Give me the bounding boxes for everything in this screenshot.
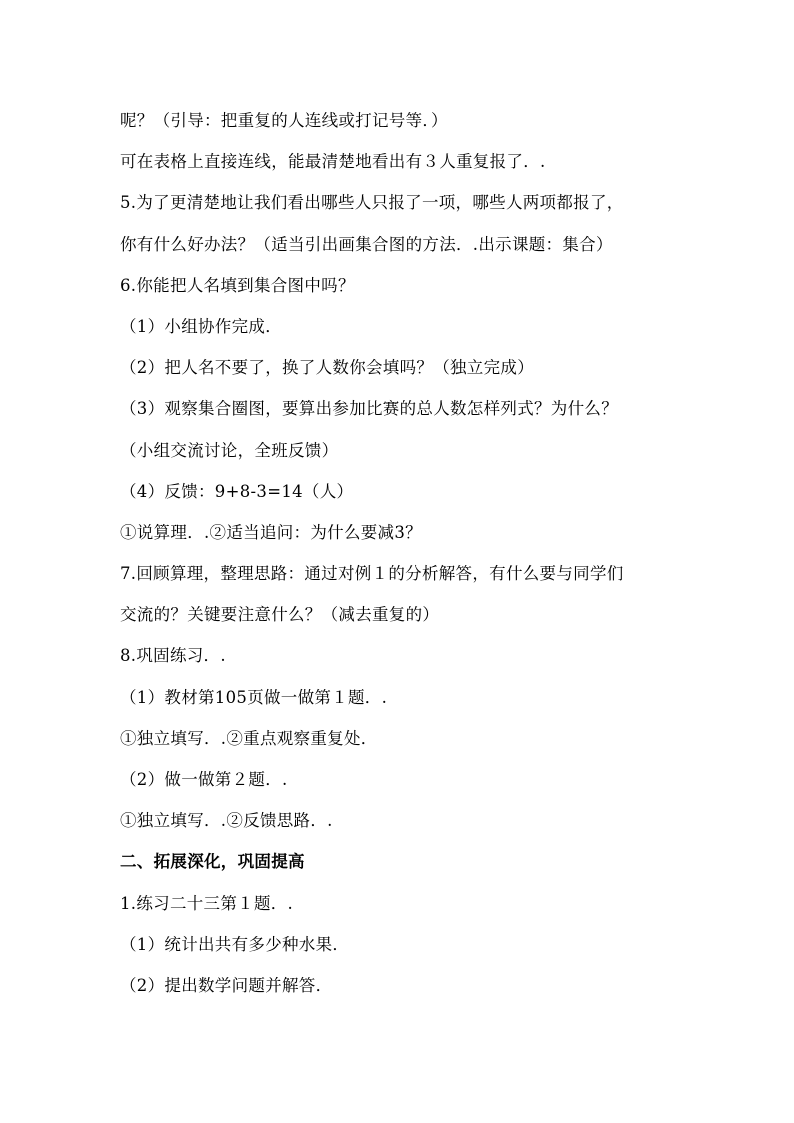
- text-line: 呢？（引导：把重复的人连线或打记号等．）: [120, 111, 448, 130]
- text-line: （3）观察集合圈图，要算出参加比赛的总人数怎样列式？为什么？: [120, 399, 618, 419]
- text-line: ①说算理．.②适当追问：为什么要减3？: [120, 522, 422, 542]
- text-line: 可在表格上直接连线，能最清楚地看出有３人重复报了．.: [120, 152, 546, 172]
- text-line: （2）提出数学问题并解答．: [120, 975, 333, 995]
- text-line: 8.巩固练习．.: [120, 646, 226, 666]
- text-line: （4）反馈：9+8-3=14（人）: [120, 481, 354, 501]
- text-line: ①独立填写．.②重点观察重复处．: [120, 728, 378, 748]
- text-line: ①独立填写．.②反馈思路．.: [120, 811, 333, 831]
- text-line: 1.练习二十三第１题．.: [120, 893, 294, 913]
- text-line: （1）教材第105页做一做第１题．.: [120, 687, 388, 707]
- text-line: （2）做一做第２题．.: [120, 770, 288, 789]
- text-line: （1）小组协作完成．: [120, 316, 282, 336]
- text-line: 6.你能把人名填到集合图中吗？: [120, 275, 355, 295]
- text-line: （2）把人名不要了，换了人数你会填吗？（独立完成）: [120, 358, 534, 378]
- text-line: 5.为了更清楚地让我们看出哪些人只报了一项，哪些人两项都报了，: [120, 193, 624, 213]
- text-line: （小组交流讨论，全班反馈）: [120, 440, 339, 460]
- text-line: 7.回顾算理，整理思路：通过对例１的分析解答，有什么要与同学们: [120, 564, 624, 584]
- text-line: （1）统计出共有多少种水果．: [120, 934, 350, 954]
- text-line: 你有什么好办法？（适当引出画集合图的方法．.出示课题：集合）: [120, 234, 613, 254]
- document-body: [120, 100, 680, 1006]
- text-line: 交流的？关键要注意什么？（减去重复的）: [120, 605, 440, 625]
- section-heading: 二、拓展深化，巩固提高: [120, 852, 305, 872]
